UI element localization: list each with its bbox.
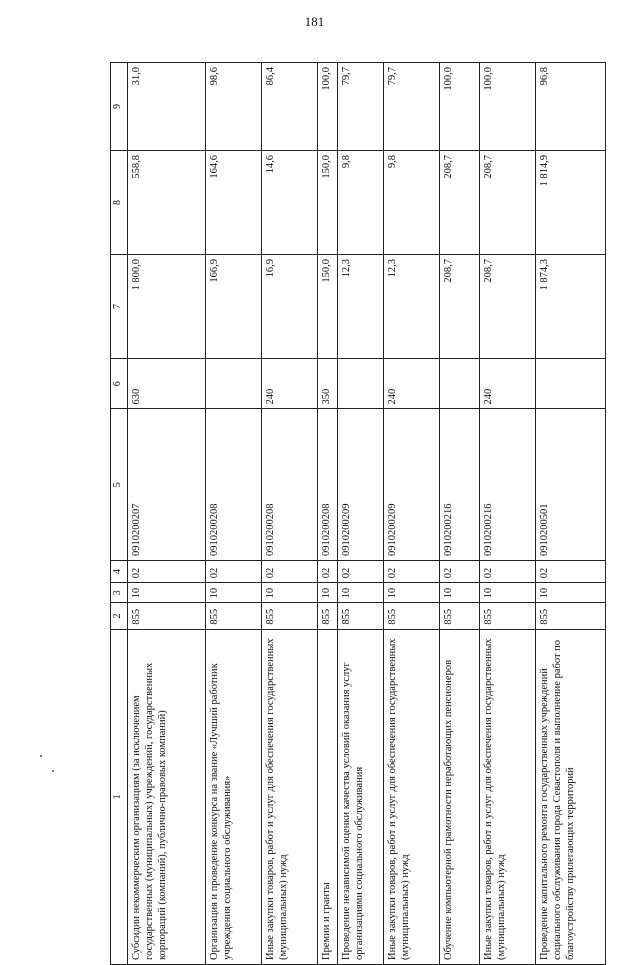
table-row [536, 63, 606, 965]
name-cell: Иные закупки товаров, работ и услуг для обеспечения государственных (муниципальных) нужд [384, 629, 440, 964]
table-row [384, 63, 440, 965]
section-cell: 10 [128, 583, 206, 603]
admin-code-cell: 855 [480, 603, 536, 629]
name-cell: Премии и гранты [318, 629, 338, 964]
actual-amount-cell: 164,6 [206, 150, 262, 254]
expense-type-cell [338, 359, 384, 410]
table-row [338, 63, 384, 965]
admin-code-cell: 855 [206, 603, 262, 629]
scan-speck [40, 755, 42, 757]
target-article-cell: 0910200208 [318, 409, 338, 561]
admin-code-cell: 855 [128, 603, 206, 629]
table-header-row [111, 63, 128, 965]
header-cell: 3 [111, 583, 128, 603]
percent-cell: 100,0 [318, 63, 338, 151]
actual-amount-cell: 14,6 [262, 150, 318, 254]
expense-type-cell: 630 [128, 359, 206, 410]
planned-amount-cell: 16,9 [262, 254, 318, 358]
planned-amount-cell: 12,3 [338, 254, 384, 358]
admin-code-cell: 855 [318, 603, 338, 629]
actual-amount-cell: 558,8 [128, 150, 206, 254]
header-cell: 4 [111, 561, 128, 583]
planned-amount-cell: 166,9 [206, 254, 262, 358]
subsection-cell: 02 [384, 561, 440, 583]
subsection-cell: 02 [338, 561, 384, 583]
admin-code-cell: 855 [338, 603, 384, 629]
target-article-cell: 0910200207 [128, 409, 206, 561]
page-number: 181 [304, 14, 325, 29]
target-article-cell: 0910200208 [206, 409, 262, 561]
header-cell: 9 [111, 63, 128, 151]
section-cell: 10 [338, 583, 384, 603]
header-cell: 1 [111, 629, 128, 964]
target-article-cell: 0910200209 [338, 409, 384, 561]
section-cell: 10 [440, 583, 480, 603]
table-row [128, 63, 206, 965]
target-article-cell: 0910200209 [384, 409, 440, 561]
planned-amount-cell: 1 800,0 [128, 254, 206, 358]
target-article-cell: 0910200216 [480, 409, 536, 561]
target-article-cell: 0910200501 [536, 409, 606, 561]
header-cell: 8 [111, 150, 128, 254]
planned-amount-cell: 1 874,3 [536, 254, 606, 358]
planned-amount-cell: 150,0 [318, 254, 338, 358]
percent-cell: 96,8 [536, 63, 606, 151]
table-row [440, 63, 480, 965]
table-row [318, 63, 338, 965]
subsection-cell: 02 [262, 561, 318, 583]
expense-type-cell: 350 [318, 359, 338, 410]
target-article-cell: 0910200208 [262, 409, 318, 561]
header-cell: 6 [111, 359, 128, 410]
actual-amount-cell: 208,7 [480, 150, 536, 254]
name-cell: Проведение капитального ремонта государственных учреждений социального обслуживания города Севастополя и выполнение работ по благоустройству прилегающих территорий [536, 629, 606, 964]
percent-cell: 79,7 [384, 63, 440, 151]
name-cell: Организация и проведение конкурса на звание «Лучший работник учреждения социального обслуживания» [206, 629, 262, 964]
name-cell: Иные закупки товаров, работ и услуг для обеспечения государственных (муниципальных) нужд [480, 629, 536, 964]
subsection-cell: 02 [206, 561, 262, 583]
percent-cell: 31,0 [128, 63, 206, 151]
expense-type-cell: 240 [262, 359, 318, 410]
actual-amount-cell: 1 814,9 [536, 150, 606, 254]
header-cell: 5 [111, 409, 128, 561]
section-cell: 10 [206, 583, 262, 603]
percent-cell: 98,6 [206, 63, 262, 151]
section-cell: 10 [318, 583, 338, 603]
percent-cell: 86,4 [262, 63, 318, 151]
expense-type-cell [536, 359, 606, 410]
table-row [262, 63, 318, 965]
actual-amount-cell: 9,8 [384, 150, 440, 254]
header-cell: 7 [111, 254, 128, 358]
subsection-cell: 02 [318, 561, 338, 583]
name-cell: Обучение компьютерной грамотности неработающих пенсионеров [440, 629, 480, 964]
actual-amount-cell: 9,8 [338, 150, 384, 254]
target-article-cell: 0910200216 [440, 409, 480, 561]
percent-cell: 100,0 [480, 63, 536, 151]
name-cell: Иные закупки товаров, работ и услуг для обеспечения государственных (муниципальных) нужд [262, 629, 318, 964]
scan-speck [52, 770, 54, 772]
subsection-cell: 02 [128, 561, 206, 583]
expense-type-cell: 240 [384, 359, 440, 410]
budget-table [110, 62, 606, 965]
header-cell: 2 [111, 603, 128, 629]
planned-amount-cell: 208,7 [440, 254, 480, 358]
admin-code-cell: 855 [440, 603, 480, 629]
budget-table-rotated [110, 62, 588, 965]
planned-amount-cell: 208,7 [480, 254, 536, 358]
expense-type-cell: 240 [480, 359, 536, 410]
actual-amount-cell: 208,7 [440, 150, 480, 254]
expense-type-cell [440, 359, 480, 410]
percent-cell: 100,0 [440, 63, 480, 151]
section-cell: 10 [480, 583, 536, 603]
planned-amount-cell: 12,3 [384, 254, 440, 358]
name-cell: Субсидии некоммерческим организациям (за исключением государственных (муниципальных) учреждений, государственных корпораций (компаний), публично-правовых компаний) [128, 629, 206, 964]
subsection-cell: 02 [536, 561, 606, 583]
actual-amount-cell: 150,0 [318, 150, 338, 254]
section-cell: 10 [384, 583, 440, 603]
table-row [480, 63, 536, 965]
subsection-cell: 02 [480, 561, 536, 583]
section-cell: 10 [262, 583, 318, 603]
percent-cell: 79,7 [338, 63, 384, 151]
section-cell: 10 [536, 583, 606, 603]
expense-type-cell [206, 359, 262, 410]
admin-code-cell: 855 [262, 603, 318, 629]
name-cell: Проведение независимой оценки качества условий оказания услуг организациями социального обслуживания [338, 629, 384, 964]
table-row [206, 63, 262, 965]
admin-code-cell: 855 [384, 603, 440, 629]
subsection-cell: 02 [440, 561, 480, 583]
admin-code-cell: 855 [536, 603, 606, 629]
